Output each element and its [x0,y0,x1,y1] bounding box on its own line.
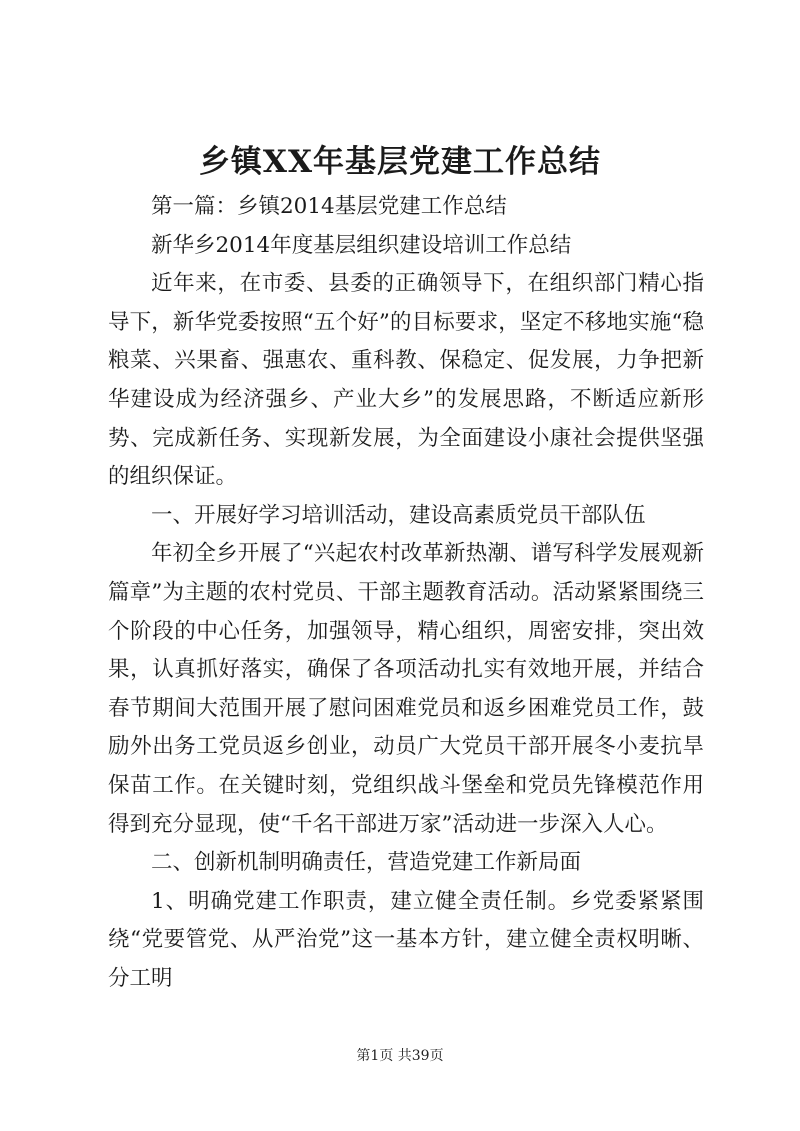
paragraph-subtitle: 新华乡2014年度基层组织建设培训工作总结 [151,232,572,258]
section-heading-2: 二、创新机制明确责任，营造党建工作新局面 [151,850,582,876]
paragraph-intro: 近年来，在市委、县委的正确领导下，在组织部门精心指导下，新华党委按照“五个好”的目标要求，坚定不移地实施“稳粮菜、兴果畜、强惠农、重科教、保稳定、促发展，力争把新华建设成为经济强乡、产业大乡”的发展思路，不断适应新形势、完成新任务、实现新发展，为全面建设小康社会提供坚强的组织保证。 [108,271,704,490]
document-title: 乡镇XX年基层党建工作总结 [198,144,602,180]
page-number-footer: 第1页 共39页 [356,1048,444,1064]
paragraph-section-2-item-1: 1、明确党建工作职责，建立健全责任制。乡党委紧紧围绕“党要管党、从严治党”这一基本方针，建立健全责权明晰、分工明 [108,888,704,991]
section-heading-1: 一、开展好学习培训活动，建设高素质党员干部队伍 [151,502,646,528]
paragraph-part-heading: 第一篇：乡镇2014基层党建工作总结 [151,194,507,219]
paragraph-section-1: 年初全乡开展了“兴起农村改革新热潮、谱写科学发展观新篇章”为主题的农村党员、干部主题教育活动。活动紧紧围绕三个阶段的中心任务，加强领导，精心组织，周密安排，突出效果，认真抓好落实，确保了各项活动扎实有效地开展，并结合春节期间大范围开展了慰问困难党员和返乡困难党员工作，鼓励外出务工党员返乡创业，动员广大党员干部开展冬小麦抗旱保苗工作。在关键时刻，党组织战斗堡垒和党员先锋模范作用得到充分显现，使“千名干部进万家”活动进一步深入人心。 [108,541,704,837]
document-body [108,188,704,998]
